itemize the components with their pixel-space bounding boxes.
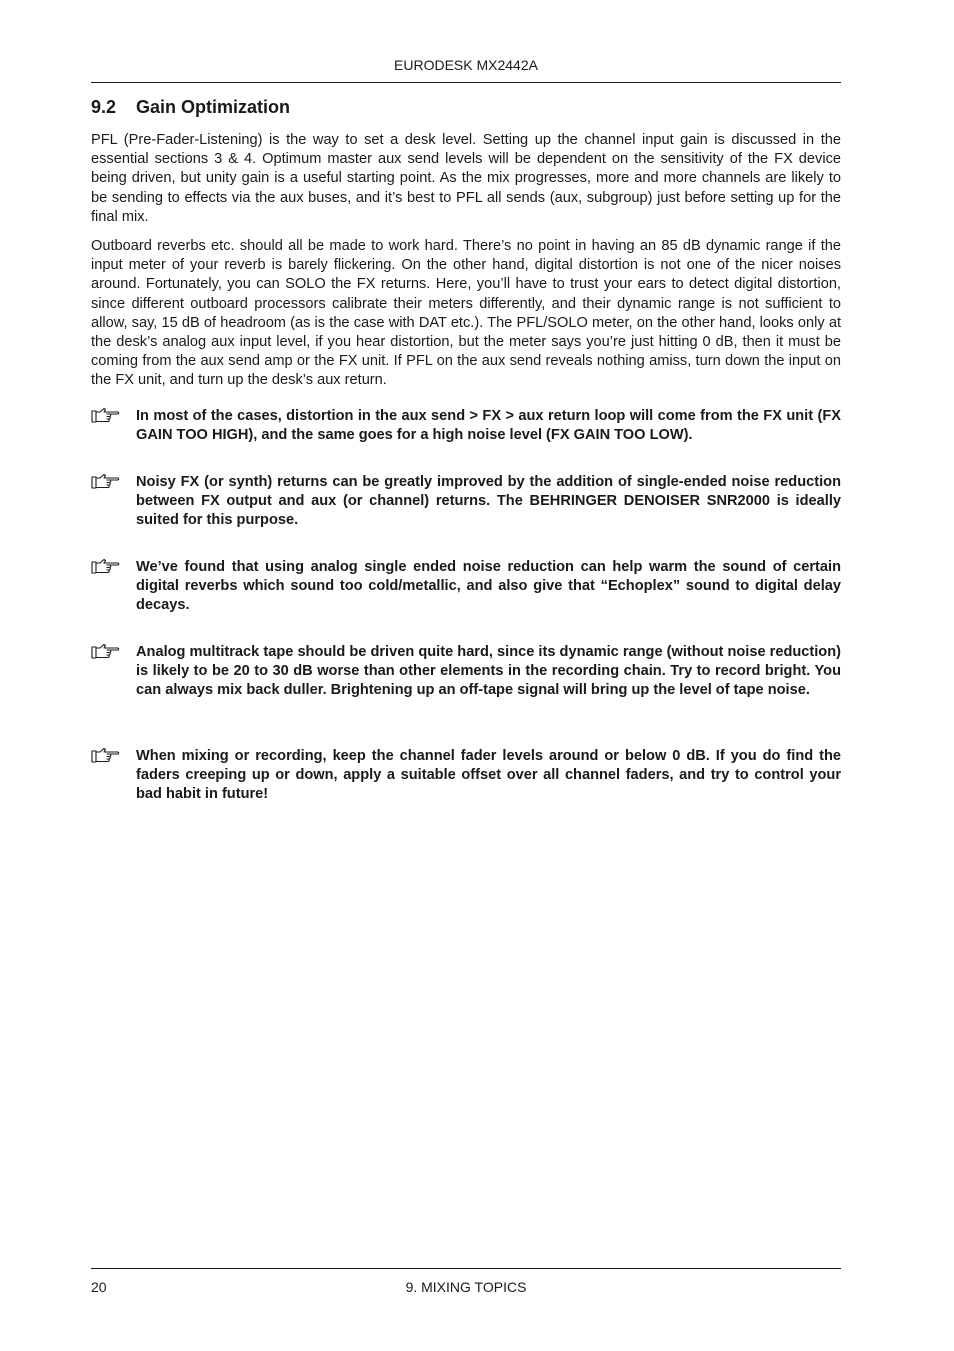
note-item — [91, 558, 841, 616]
header-divider — [91, 82, 841, 83]
page-number: 20 — [91, 1279, 107, 1295]
note-text: In most of the cases, distortion in the aux send > FX > aux return loop will come from the FX unit (FX GAIN TOO HIGH), and the same goes for a high noise level (FX GAIN TOO LOW). — [136, 408, 841, 444]
section-heading — [91, 96, 290, 118]
section-number: 9.2 — [91, 97, 117, 117]
body-paragraph-pfl: PFL (Pre-Fader-Listening) is the way to set a desk level. Setting up the channel input gain is discussed in the essential sections 3 & 4. Optimum master aux send levels will be dependent on the sensitivity of the FX device being driven, but unity gain is a useful starting point. As the mix progresses, more and more channels are likely to be sending to effects via the aux buses, and it’s best to PFL all sends (aux, subgroup) just before setting up for the final mix. — [91, 132, 841, 225]
note-item — [91, 407, 841, 445]
note-text: Noisy FX (or synth) returns can be greatly improved by the addition of single-ended noise reduction between FX output and aux (or channel) returns. The BEHRINGER DENOISER SNR2000 is ideally suited for this purpose. — [136, 474, 841, 529]
pointing-hand-icon — [91, 472, 121, 491]
footer-section-label: 9. MIXING TOPICS — [405, 1279, 527, 1295]
note-item — [91, 643, 841, 701]
body-paragraph-outboard-reverbs: Outboard reverbs etc. should all be made to work hard. There’s no point in having an 85 dB dynamic range if the input meter of your reverb is barely flickering. On the other hand, digital distortion is not one of the nicer noises around. Fortunately, you can SOLO the FX returns. Here, you’ll have to trust your ears to detect digital distortion, since different outboard processors calibrate their meters differently, and their dynamic range is not sufficient to allow, say, 15 dB of headroom (as is the case with DAT etc.). The PFL/SOLO meter, on the other hand, looks only at the desk’s analog aux input level, if you hear distortion, but the meter says you’re just hitting 0 dB, then it must be coming from the aux send amp or the FX unit. If PFL on the aux send reveals nothing amiss, turn down the input on the FX unit, and turn up the desk’s aux return. — [91, 238, 841, 389]
footer-divider — [91, 1268, 841, 1269]
pointing-hand-icon — [91, 746, 121, 765]
note-text: When mixing or recording, keep the channel fader levels around or below 0 dB. If you do find the faders creeping up or down, apply a suitable offset over all channel faders, and try to control your bad habit in future! — [136, 748, 841, 803]
pointing-hand-icon — [91, 557, 121, 576]
note-text: We’ve found that using analog single ended noise reduction can help warm the sound of certain digital reverbs which sound too cold/metallic, and also give that “Echoplex” sound to digital delay decays. — [136, 559, 841, 614]
page-header-title: EURODESK MX2442A — [394, 57, 538, 73]
pointing-hand-icon — [91, 642, 121, 661]
note-text: Analog multitrack tape should be driven quite hard, since its dynamic range (without noise reduction) is likely to be 20 to 30 dB worse than other elements in the recording chain. Try to record bright. You can always mix back duller. Brightening up an off-tape signal will bring up the level of tape noise. — [136, 644, 841, 699]
pointing-hand-icon — [91, 406, 121, 425]
note-item — [91, 747, 841, 805]
section-title: Gain Optimization — [136, 97, 291, 117]
note-item — [91, 473, 841, 531]
